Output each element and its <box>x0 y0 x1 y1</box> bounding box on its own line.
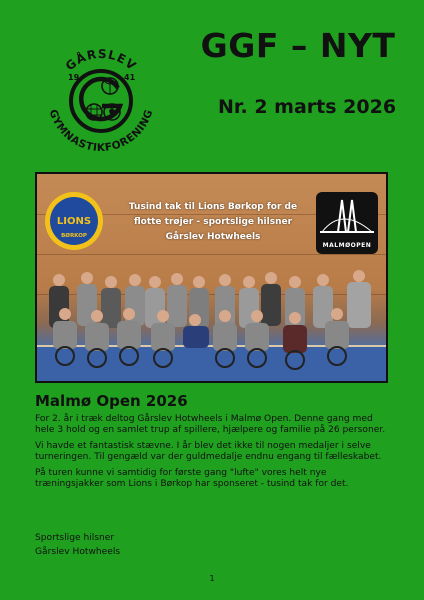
issue-label: Nr. 2 marts 2026 <box>217 96 397 118</box>
malmo-open-logo <box>316 192 378 254</box>
article-body <box>35 414 395 495</box>
logo-arc-text: GÅRSLEV <box>62 46 140 74</box>
signoff-name: Gårslev Hotwheels <box>35 547 121 557</box>
article-signoff <box>35 531 235 559</box>
malmo-open-logo-text: MALMØOPEN <box>322 242 372 249</box>
lions-logo-text: LIONS <box>56 216 92 227</box>
logo-year-right: 41 <box>124 73 136 82</box>
signoff-greeting: Sportslige hilsner <box>35 533 115 543</box>
article-paragraph: For 2. år i træk deltog Gårslev Hotwheels i Malmø Open. Denne gang med hele 3 hold og en samlet trup af spillere, hjælpere og familie på 26 personer. <box>35 414 386 435</box>
photo-banner-text: Tusind tak til Lions Børkop for de flotte trøjer - sportslige hilsner Gårslev Hotwheels <box>128 202 298 242</box>
newsletter-title: GGF – NYT <box>200 26 396 65</box>
club-logo <box>40 40 162 162</box>
page-number: 1 <box>209 574 215 583</box>
lions-logo <box>43 190 105 252</box>
team-photo <box>35 172 388 383</box>
bridge-icon <box>316 192 378 240</box>
team-group-illustration <box>37 264 388 383</box>
logo-year-left: 19 <box>68 73 80 82</box>
article-title: Malmø Open 2026 <box>35 392 188 410</box>
article-paragraph: På turen kunne vi samtidig for første gang "lufte" vores helt nye træningsjakker som Lions i Børkop har sponseret - tusind tak for det. <box>35 468 349 489</box>
lions-logo-subtext: BØRKOP <box>61 233 87 239</box>
logo-bottom-text: GYMNASTIKFORENING <box>46 107 156 155</box>
article-paragraph: Vi havde et fantastisk stævne. I år blev det ikke til nogen medaljer i selve turneringen. Til gengæld var der guldmedalje endnu engang til fælleskabet. <box>35 441 382 462</box>
